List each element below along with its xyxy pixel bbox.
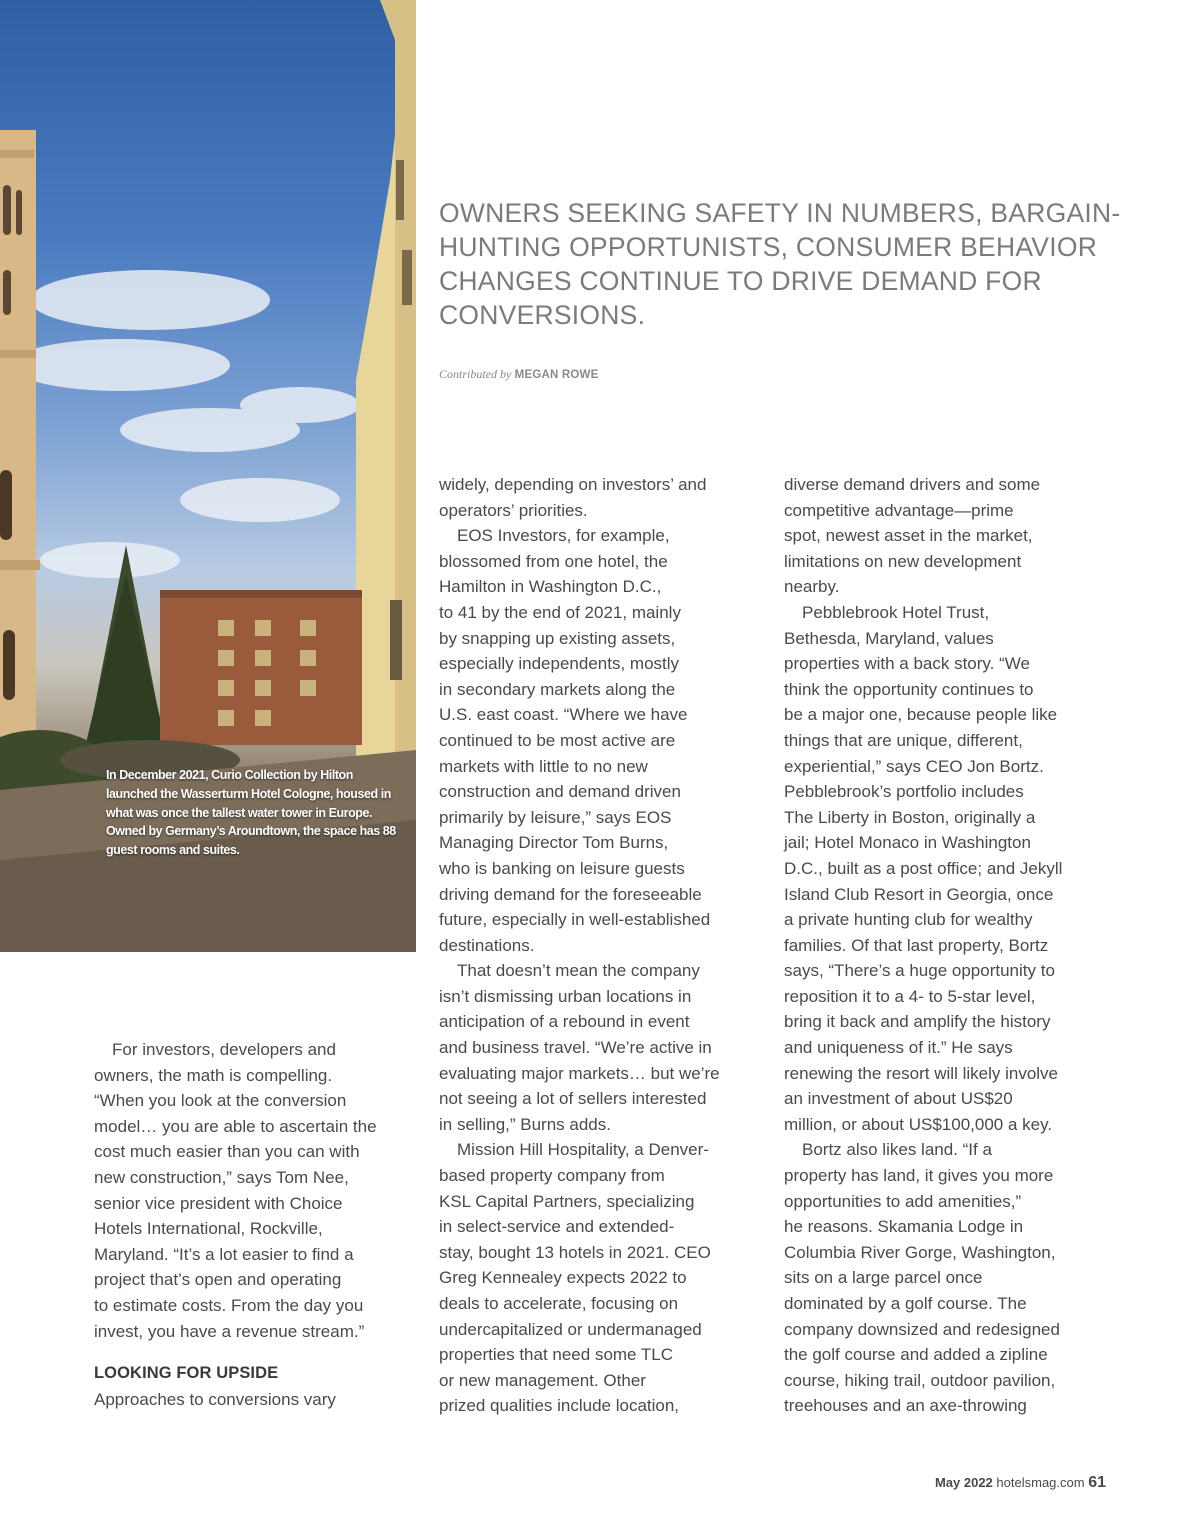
- paragraph-line: Hotels International, Rockville,: [94, 1219, 323, 1239]
- paragraph-line: bring it back and amplify the history: [784, 1012, 1051, 1032]
- paragraph-line: construction and demand driven: [439, 782, 681, 802]
- paragraph-line: company downsized and redesigned: [784, 1319, 1060, 1339]
- footer-site: hotelsmag.com: [996, 1475, 1085, 1490]
- paragraph-line: or new management. Other: [439, 1370, 646, 1390]
- paragraph-line: diverse demand drivers and some: [784, 475, 1041, 494]
- paragraph-line: to estimate costs. From the day you: [94, 1295, 364, 1315]
- paragraph-line: senior vice president with Choice: [94, 1193, 343, 1213]
- paragraph-line: The Liberty in Boston, originally a: [784, 807, 1036, 827]
- page-footer: [935, 1474, 1106, 1492]
- paragraph-line: For investors, developers and: [112, 1040, 336, 1059]
- paragraph-line: deals to accelerate, focusing on: [439, 1294, 679, 1313]
- paragraph-line: Bethesda, Maryland, values: [784, 628, 994, 648]
- paragraph-line: think the opportunity continues to: [784, 679, 1034, 699]
- paragraph-line: in select-service and extended-: [439, 1217, 675, 1237]
- paragraph-line: experiential,” says CEO Jon Bortz.: [784, 756, 1044, 776]
- column-right: [784, 472, 1114, 1419]
- paragraph-line: a private hunting club for wealthy: [784, 910, 1033, 930]
- paragraph-line: spot, newest asset in the market,: [784, 526, 1033, 546]
- paragraph-line: That doesn’t mean the company: [457, 961, 700, 981]
- paragraph-line: widely, depending on investors’ and: [439, 475, 707, 494]
- paragraph-line: competitive advantage—prime: [784, 500, 1014, 520]
- paragraph-line: not seeing a lot of sellers interested: [439, 1089, 707, 1109]
- paragraph-line: in secondary markets along the: [439, 679, 676, 699]
- column-left-text: [94, 1037, 424, 1344]
- paragraph-line: in selling,” Burns adds.: [439, 1114, 611, 1134]
- headline: OWNERS SEEKING SAFETY IN NUMBERS, BARGAIN-HUNTING OPPORTUNISTS, CONSUMER BEHAVIOR CHANGES CONTINUE TO DRIVE DEMAND FOR CONVERSIONS.: [439, 198, 1121, 330]
- paragraph-line: Bortz also likes land. “If a: [802, 1140, 992, 1160]
- paragraph-line: families. Of that last property, Bortz: [784, 935, 1049, 955]
- paragraph-line: KSL Capital Partners, specializing: [439, 1191, 695, 1211]
- paragraph-line: cost much easier than you can with: [94, 1142, 360, 1162]
- paragraph-line: says, “There’s a huge opportunity to: [784, 961, 1055, 981]
- water-tower: [0, 130, 40, 750]
- column-left: [94, 1037, 424, 1412]
- paragraph-line: who is banking on leisure guests: [439, 858, 685, 878]
- byline-prefix: Contributed by: [439, 367, 512, 381]
- brick-building: [160, 590, 362, 745]
- paragraph-line: things that are unique, different,: [784, 730, 1023, 750]
- paragraph-line: Managing Director Tom Burns,: [439, 833, 669, 853]
- paragraph-line: properties that need some TLC: [439, 1345, 674, 1365]
- paragraph-line: Hamilton in Washington D.C.,: [439, 577, 662, 597]
- paragraph-line: dominated by a golf course. The: [784, 1294, 1027, 1313]
- paragraph-line: model… you are able to ascertain the: [94, 1116, 377, 1136]
- paragraph-line: by snapping up existing assets,: [439, 628, 676, 648]
- paragraph-line: new construction,” says Tom Nee,: [94, 1167, 349, 1187]
- paragraph-line: limitations on new development: [784, 551, 1022, 571]
- paragraph-line: destinations.: [439, 935, 535, 955]
- paragraph-line: invest, you have a revenue stream.”: [94, 1321, 365, 1341]
- paragraph-line: Greg Kennealey expects 2022 to: [439, 1268, 687, 1288]
- paragraph-line: anticipation of a rebound in event: [439, 1012, 690, 1032]
- paragraph-line: isn’t dismissing urban locations in: [439, 986, 692, 1006]
- paragraph-line: future, especially in well-established: [439, 910, 711, 930]
- photo-caption: In December 2021, Curio Collection by Hilton launched the Wasserturm Hotel Cologne, housed in what was once the tallest water tower in Europe. Owned by Germany’s Aroundtown, the space has 88 guest rooms and suites.: [106, 768, 396, 858]
- paragraph-line: prized qualities include location,: [439, 1396, 680, 1416]
- paragraph-line: opportunities to add amenities,”: [784, 1191, 1022, 1211]
- paragraph-line: continued to be most active are: [439, 730, 676, 750]
- paragraph-line: based property company from: [439, 1166, 665, 1186]
- paragraph-line: Island Club Resort in Georgia, once: [784, 884, 1054, 904]
- paragraph-line: property has land, it gives you more: [784, 1166, 1054, 1186]
- section-subhead: LOOKING FOR UPSIDE: [94, 1364, 279, 1383]
- paragraph-line: course, hiking trail, outdoor pavilion,: [784, 1370, 1056, 1390]
- paragraph-line: primarily by leisure,” says EOS: [439, 807, 672, 827]
- paragraph-line: undercapitalized or undermanaged: [439, 1319, 702, 1339]
- paragraph-line: reposition it to a 4- to 5-star level,: [784, 986, 1036, 1006]
- paragraph-line: especially independents, mostly: [439, 654, 680, 674]
- paragraph-line: the golf course and added a zipline: [784, 1345, 1048, 1365]
- paragraph-line: and uniqueness of it.” He says: [784, 1038, 1013, 1058]
- paragraph-line: markets with little to no new: [439, 756, 648, 776]
- paragraph-line: jail; Hotel Monaco in Washington: [784, 833, 1031, 853]
- paragraph-line: U.S. east coast. “Where we have: [439, 705, 688, 725]
- paragraph-line: an investment of about US$20: [784, 1089, 1013, 1109]
- byline: [439, 367, 598, 382]
- paragraph-line: project that’s open and operating: [94, 1270, 342, 1290]
- paragraph-line: stay, bought 13 hotels in 2021. CEO: [439, 1242, 711, 1262]
- paragraph-line: Maryland. “It’s a lot easier to find a: [94, 1244, 354, 1264]
- paragraph-line: Columbia River Gorge, Washington,: [784, 1242, 1056, 1262]
- paragraph-line: sits on a large parcel once: [784, 1268, 983, 1288]
- column-middle: [439, 472, 769, 1419]
- paragraph-line: blossomed from one hotel, the: [439, 551, 668, 571]
- clouds: [10, 270, 360, 578]
- paragraph-line: properties with a back story. “We: [784, 654, 1030, 674]
- paragraph-line: he reasons. Skamania Lodge in: [784, 1217, 1024, 1237]
- paragraph-line: Mission Hill Hospitality, a Denver-: [457, 1140, 709, 1160]
- paragraph-line: nearby.: [784, 577, 840, 597]
- paragraph-line: owners, the math is compelling.: [94, 1065, 333, 1085]
- paragraph-line: Approaches to conversions vary: [94, 1389, 336, 1409]
- footer-issue: May 2022: [934, 1475, 993, 1490]
- paragraph-line: renewing the resort will likely involve: [784, 1063, 1059, 1083]
- paragraph-line: treehouses and an axe-throwing: [784, 1396, 1027, 1416]
- paragraph-line: D.C., built as a post office; and Jekyll: [784, 858, 1063, 878]
- paragraph-line: to 41 by the end of 2021, mainly: [439, 602, 681, 622]
- paragraph-line: Pebblebrook Hotel Trust,: [802, 602, 990, 622]
- paragraph-line: driving demand for the foreseeable: [439, 884, 702, 904]
- hero-photo: [0, 0, 416, 952]
- paragraph-line: Pebblebrook’s portfolio includes: [784, 782, 1024, 802]
- page-number: 61: [1088, 1474, 1106, 1491]
- paragraph-line: evaluating major markets… but we’re: [439, 1063, 720, 1083]
- paragraph-line: million, or about US$100,000 a key.: [784, 1114, 1053, 1134]
- paragraph-line: operators’ priorities.: [439, 500, 588, 520]
- paragraph-line: be a major one, because people like: [784, 705, 1058, 725]
- paragraph-line: “When you look at the conversion: [94, 1091, 347, 1111]
- paragraph-line: and business travel. “We’re active in: [439, 1038, 712, 1058]
- paragraph-line: EOS Investors, for example,: [457, 526, 670, 546]
- byline-author: MEGAN ROWE: [514, 369, 599, 381]
